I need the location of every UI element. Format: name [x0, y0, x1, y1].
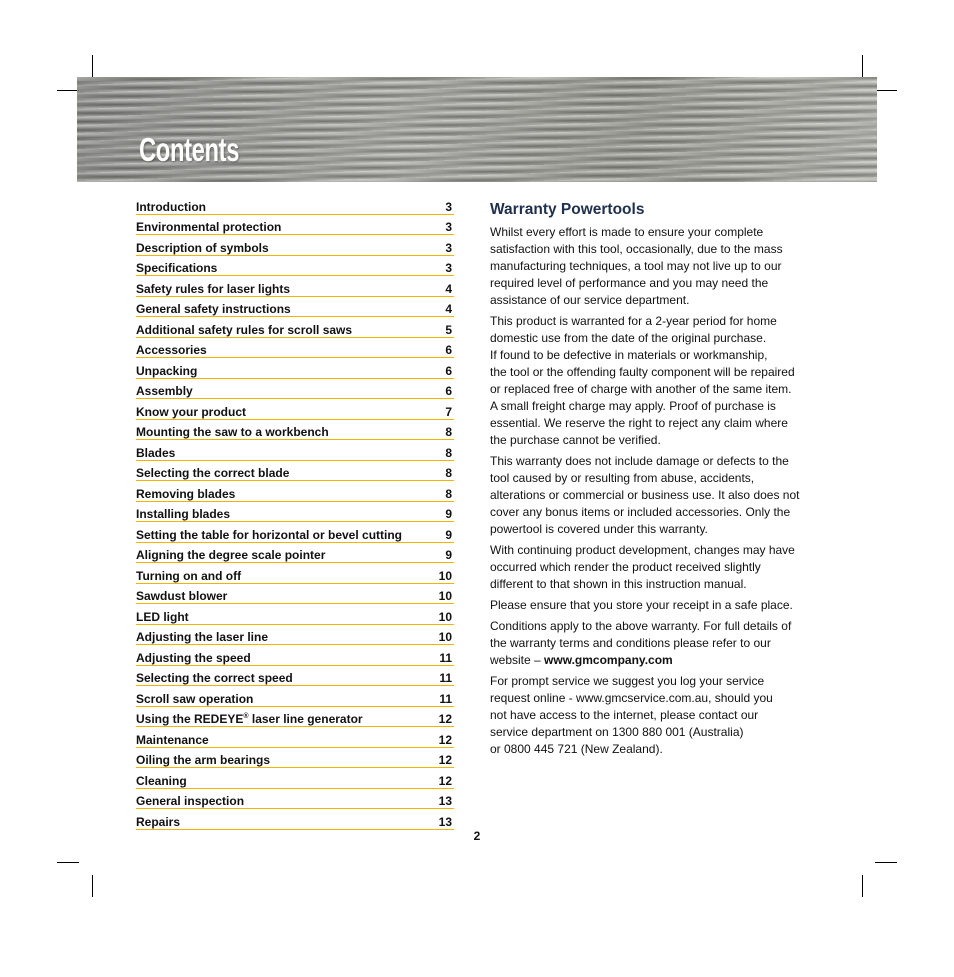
toc-label-text: General safety instructions [136, 302, 291, 316]
toc-page-number: 13 [438, 794, 452, 808]
toc-page-number: 3 [445, 220, 452, 234]
toc-row[interactable] [136, 481, 454, 502]
toc-row[interactable] [136, 502, 454, 523]
toc-label-text: Adjusting the laser line [136, 630, 269, 644]
toc-label [136, 589, 227, 603]
toc-row[interactable] [136, 645, 454, 666]
toc-page-number: 6 [445, 343, 452, 357]
toc-label [136, 671, 293, 685]
toc-page-number: 9 [445, 527, 452, 542]
crop-mark [875, 862, 897, 863]
crop-mark [57, 90, 79, 91]
toc-page-number: 10 [438, 609, 452, 624]
warranty-section [490, 201, 810, 762]
toc-row[interactable] [136, 297, 454, 318]
toc-page-number: 3 [445, 199, 452, 214]
toc-label [136, 323, 352, 337]
toc-label-text: Accessories [136, 343, 207, 357]
toc-row[interactable] [136, 194, 454, 215]
toc-label-text: Know your product [136, 404, 246, 419]
table-of-contents [136, 194, 454, 830]
toc-label-suffix: laser line generator [248, 712, 363, 726]
toc-label-text: Introduction [136, 199, 206, 214]
toc-label-text: Using the REDEYE [136, 712, 244, 726]
toc-label-text: Aligning the degree scale pointer [136, 548, 326, 562]
page-number: 2 [473, 829, 481, 843]
toc-label-text: Adjusting the speed [136, 650, 251, 665]
toc-page-number: 13 [438, 814, 452, 829]
toc-row[interactable] [136, 235, 454, 256]
toc-label-text: Assembly [136, 384, 193, 398]
toc-label [136, 466, 289, 480]
toc-label-text: Sawdust blower [136, 589, 228, 603]
toc-row[interactable] [136, 604, 454, 625]
warranty-title: Warranty Powertools [490, 201, 645, 218]
conditions-text: Conditions apply to the above warranty. For full details of the warranty terms and conditions please refer to our website – [490, 619, 792, 667]
toc-label [136, 692, 253, 706]
toc-label-text: Removing blades [136, 486, 236, 501]
toc-label [136, 261, 217, 275]
toc-label-text: Blades [136, 445, 176, 460]
crop-mark [92, 55, 93, 77]
toc-row[interactable] [136, 768, 454, 789]
toc-label [136, 220, 281, 234]
toc-row[interactable] [136, 666, 454, 687]
registered-mark: ® [243, 713, 249, 720]
toc-label-text: Maintenance [136, 732, 209, 747]
toc-label-text: Mounting the saw to a workbench [136, 425, 329, 439]
toc-page-number: 8 [445, 486, 452, 501]
toc-row[interactable] [136, 461, 454, 482]
toc-label [136, 282, 290, 296]
crop-mark [875, 90, 897, 91]
toc-label [136, 384, 193, 398]
toc-label [136, 425, 329, 439]
toc-label [136, 364, 197, 378]
toc-label-text: Setting the table for horizontal or bevel cutting [136, 527, 403, 542]
toc-page-number: 9 [445, 507, 452, 521]
page-title: Contents [139, 131, 240, 168]
toc-label [136, 794, 244, 808]
toc-row[interactable] [136, 563, 454, 584]
toc-row[interactable] [136, 338, 454, 359]
toc-row[interactable] [136, 789, 454, 810]
toc-label-text: General inspection [136, 794, 245, 808]
crop-mark [57, 862, 79, 863]
toc-page-number: 7 [445, 404, 452, 419]
toc-label [136, 405, 246, 419]
crop-mark [862, 55, 863, 77]
website-link[interactable]: www.gmcompany.com [544, 653, 673, 667]
warranty-conditions [490, 618, 810, 669]
toc-page-number: 12 [438, 773, 452, 788]
toc-label [136, 651, 251, 665]
toc-row[interactable] [136, 543, 454, 564]
toc-page-number: 10 [438, 568, 452, 583]
toc-page-number: 5 [445, 322, 452, 337]
toc-page-number: 3 [445, 261, 452, 275]
toc-row[interactable] [136, 748, 454, 769]
toc-label-text: Specifications [136, 261, 218, 275]
toc-row[interactable] [136, 727, 454, 748]
toc-row[interactable] [136, 584, 454, 605]
toc-page-number: 11 [439, 691, 452, 706]
toc-row[interactable] [136, 276, 454, 297]
toc-row[interactable] [136, 686, 454, 707]
toc-label [136, 302, 291, 316]
toc-label [136, 753, 270, 767]
toc-label [136, 712, 363, 726]
toc-label-text: Selecting the correct speed [136, 671, 293, 685]
toc-label [136, 630, 268, 644]
toc-label [136, 343, 207, 357]
toc-page-number: 8 [445, 445, 452, 460]
toc-row[interactable] [136, 440, 454, 461]
toc-label [136, 610, 189, 624]
toc-page-number: 8 [445, 425, 452, 439]
toc-row[interactable] [136, 625, 454, 646]
toc-label [136, 815, 180, 829]
toc-page-number: 11 [439, 650, 452, 665]
toc-page-number: 6 [445, 363, 452, 378]
toc-label-text: Turning on and off [136, 568, 242, 583]
toc-label [136, 569, 241, 583]
toc-label-text: Additional safety rules for scroll saws [136, 322, 353, 337]
toc-label-text: Oiling the arm bearings [136, 753, 271, 767]
toc-page-number: 12 [438, 732, 452, 747]
toc-row[interactable] [136, 522, 454, 543]
header-banner [77, 77, 877, 182]
toc-page-number: 12 [438, 712, 452, 726]
toc-page-number: 3 [445, 240, 452, 255]
toc-row[interactable] [136, 399, 454, 420]
toc-label [136, 548, 325, 562]
warranty-paragraph: This product is warranted for a 2-year period for home domestic use from the date of the original purchase. If found to be defective in materials or workmanship, the tool or the offending faulty component will be repaired or replaced free of charge with another of the same item. A small freight charge may apply. Proof of purchase is essential. We reserve the right to reject any claim where the purchase cannot be verified. [490, 314, 795, 447]
toc-page-number: 4 [445, 302, 452, 316]
toc-label-text: Scroll saw operation [136, 691, 254, 706]
toc-label [136, 528, 402, 542]
toc-row[interactable] [136, 256, 454, 277]
toc-row[interactable] [136, 379, 454, 400]
toc-page-number: 4 [445, 281, 452, 296]
toc-label-text: Installing blades [136, 507, 231, 521]
toc-label-text: Safety rules for laser lights [136, 281, 291, 296]
warranty-paragraph: Whilst every effort is made to ensure your complete satisfaction with this tool, occasionally, due to the mass manufacturing techniques, a tool may not live up to our required level of performance and you may need the assistance of our service department. [490, 225, 783, 307]
toc-label-text: Environmental protection [136, 220, 282, 234]
toc-page-number: 9 [445, 548, 452, 562]
toc-label [136, 507, 230, 521]
toc-label [136, 241, 269, 255]
toc-label-text: Selecting the correct blade [136, 466, 290, 480]
toc-label [136, 733, 209, 747]
warranty-paragraph: This warranty does not include damage or defects to the tool caused by or resulting from abuse, accidents, alterations or commercial or business use. It also does not cover any bonus items or included accessories. Only the powertool is covered under this warranty. [490, 454, 800, 536]
crop-mark [862, 875, 863, 897]
toc-page-number: 10 [438, 589, 452, 603]
toc-label [136, 446, 175, 460]
toc-page-number: 11 [439, 671, 452, 685]
toc-row[interactable] [136, 809, 454, 830]
toc-page-number: 8 [445, 466, 452, 480]
toc-label-text: Unpacking [136, 363, 198, 378]
toc-label-text: Repairs [136, 814, 181, 829]
toc-row[interactable] [136, 420, 454, 441]
toc-label-text: Description of symbols [136, 240, 269, 255]
toc-page-number: 10 [438, 630, 452, 644]
toc-label [136, 487, 235, 501]
toc-page-number: 6 [445, 384, 452, 398]
warranty-paragraph: Please ensure that you store your receipt in a safe place. [490, 598, 793, 612]
crop-mark [92, 875, 93, 897]
toc-label-text: LED light [136, 609, 189, 624]
toc-label [136, 774, 187, 788]
toc-row[interactable] [136, 358, 454, 379]
toc-page-number: 12 [438, 753, 452, 767]
toc-row[interactable] [136, 707, 454, 728]
warranty-paragraph: With continuing product development, changes may have occurred which render the product received slightly different to that shown in this instruction manual. [490, 543, 795, 591]
toc-label-text: Cleaning [136, 773, 187, 788]
toc-label [136, 200, 206, 214]
toc-row[interactable] [136, 317, 454, 338]
warranty-service: For prompt service we suggest you log your service request online - www.gmcservice.com.au, should you not have access to the internet, please contact our service department on 1300 880 001 (Australia) or 0800 445 721 (New Zealand). [490, 674, 773, 756]
toc-row[interactable] [136, 215, 454, 236]
